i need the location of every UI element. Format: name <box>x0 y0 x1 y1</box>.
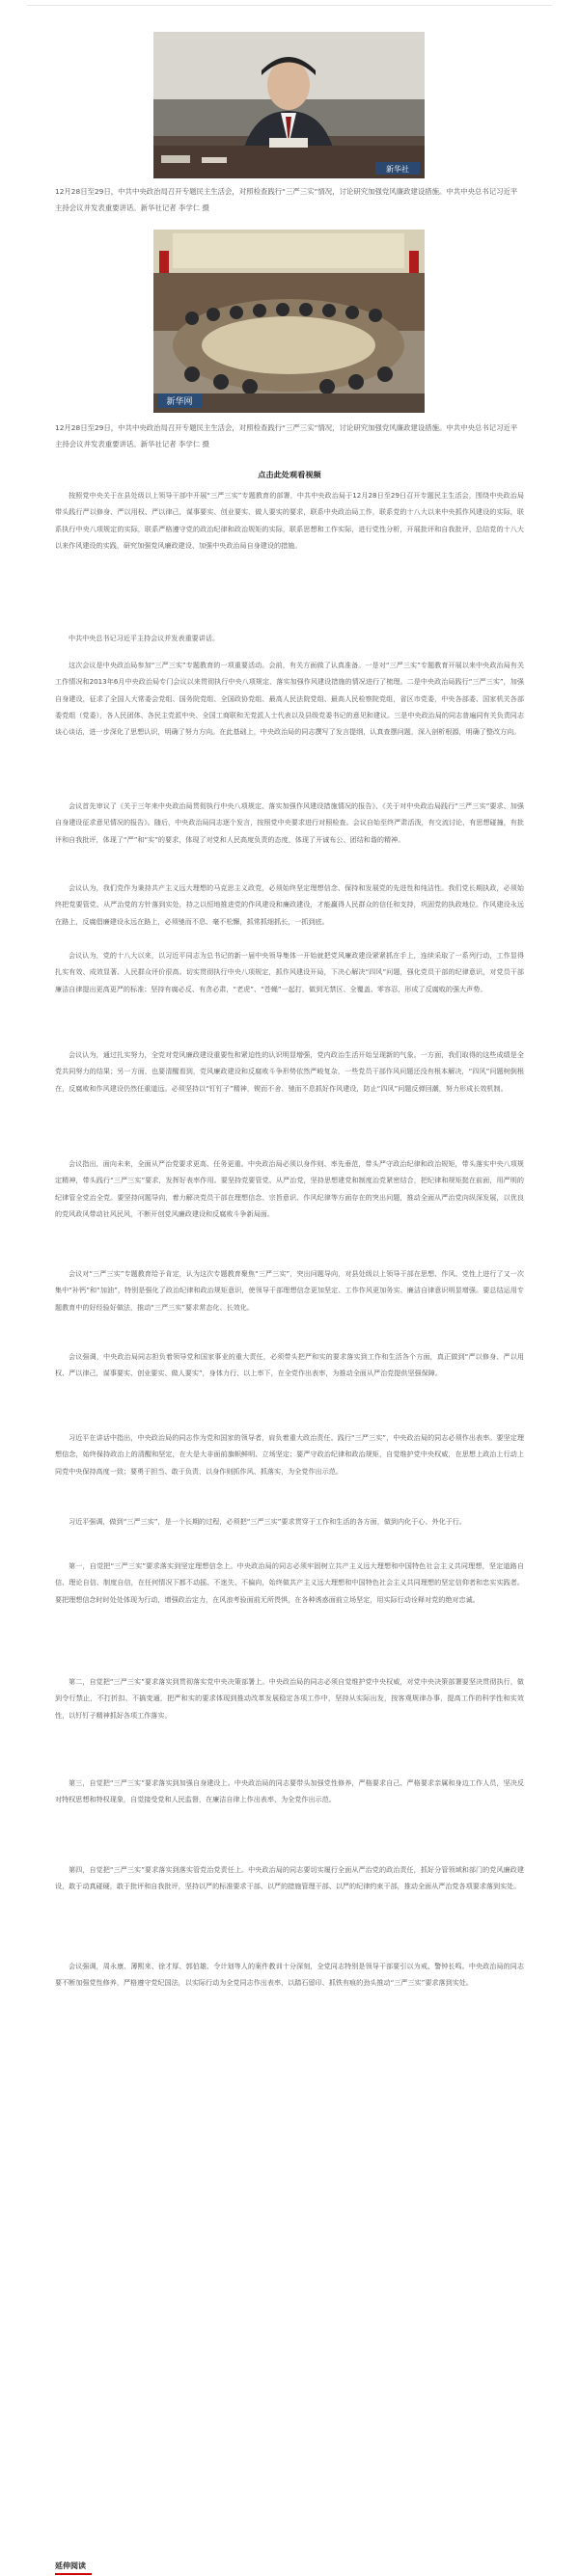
photo-1-watermark <box>375 162 420 175</box>
photo-2-caption: 12月28日至29日，中共中央政治局召开专题民主生活会，对照检查践行“三严三实”情况，讨论研究加强党风廉政建设措施。中共中央总书记习近平主持会议并发表重要讲话。新华社记者 李学仁 摄 <box>55 423 518 448</box>
photo-2-image <box>153 230 425 413</box>
photo-2-watermark <box>157 393 202 408</box>
paragraph-13: 第一，自觉把“三严三实”要求落实到坚定理想信念上。中央政治局的同志必须牢固树立共产主义远大理想和中国特色社会主义共同理想，坚定道路自信、理论自信、制度自信，在任何情况下都不动摇、不迷失、不偏向，始终做共产主义远大理想和中国特色社会主义共同理想的坚定信仰者和忠实实践者。要把理想信念时时处处体现为行动，增强政治定力，在风浪考验面前无所畏惧，在各种诱惑面前立场坚定，用实际行动诠释对党的绝对忠诚。 <box>55 1561 524 1604</box>
article-photo-1 <box>153 32 425 178</box>
paragraph-3: 这次会议是中央政治局参加“三严三实”专题教育的一项重要活动。会前，有关方面做了认真准备。一是对“三严三实”专题教育开展以来中央政治局有关工作情况和2013年6月中央政治局专门会议以来贯彻执行中央八项规定、落实加强作风建设措施的情况进行了梳理。二是中央政治局践行“三严三实”，加强自身建设，征求了全国人大常委会党组、国务院党组、全国政协党组、最高人民法院党组、最高人民检察院党组，省区市党委，中央各部委、国家机关各部委党组（党委），各人民团体、各民主党派中央、全国工商联和无党派人士代表以及县级党委书记的意见和建议。三是中央政治局的同志普遍同有关负责同志谈心谈话，进一步深化了思想认识，明确了努力方向。在此基础上，中央政治局的同志撰写了发言提纲，认真查摆问题，深入剖析根源，明确了整改方向。 <box>55 661 524 737</box>
paragraph-9: 会议对“三严三实”专题教育给予肯定，认为这次专题教育聚焦“三严三实”，突出问题导向，对县处级以上领导干部在思想、作风、党性上进行了又一次集中“补钙”和“加油”，特别是强化了政治纪律和政治规矩意识，使领导干部理想信念更加坚定、工作作风更加务实、廉洁自律意识明显增强。要总结运用专题教育中的好经验好做法，推动“三严三实”要求常态化、长效化。 <box>55 1269 524 1312</box>
article-photo-2 <box>153 230 425 413</box>
paragraph-14: 第二，自觉把“三严三实”要求落实到贯彻落实党中央决策部署上。中央政治局的同志必须自觉维护党中央权威，对党中央决策部署要坚决贯彻执行，做到令行禁止，不打折扣、不搞变通，把严和实的要求体现到推动改革发展稳定各项工作中，坚持从实际出发，按客观规律办事，提高工作的科学性和实效性，以钉钉子精神抓好各项工作落实。 <box>55 1677 524 1720</box>
video-link-title[interactable]: 点击此处观看视频 <box>258 470 321 479</box>
paragraph-16: 第四，自觉把“三严三实”要求落实到落实管党治党责任上。中央政治局的同志要切实履行全面从严治党的政治责任，抓好分管领域和部门的党风廉政建设，敢于动真碰硬，敢于批评和自我批评，坚持以严的标准要求干部、以严的措施管理干部、以严的纪律约束干部，推动全面从严治党各项要求落到实处。 <box>55 1865 524 1891</box>
paragraph-17: 会议强调，周永康、薄熙来、徐才厚、郭伯雄、令计划等人的案件教训十分深刻，全党同志特别是领导干部要引以为戒、警钟长鸣。中央政治局的同志要不断加强党性修养，严格遵守党纪国法，以实际行动为全党同志作出表率，以踏石留印、抓铁有痕的劲头推动“三严三实”要求落到实处。 <box>55 1962 524 1988</box>
paragraph-6: 会议认为，党的十八大以来，以习近平同志为总书记的新一届中央领导集体一开始就把党风廉政建设紧紧抓在手上，连续采取了一系列行动，工作显得扎实有效、成效显著、人民群众评价很高。切实贯彻执行中央八项规定，抓作风建设开局，下决心解决“四风”问题，强化党员干部的纪律意识，对党员干部廉洁自律提出更高更严的标准；坚持有腐必反、有贪必肃，“老虎”、“苍蝇”一起打，做到无禁区、全覆盖、零容忍，形成了反腐败的强大声势。 <box>55 951 524 993</box>
paragraph-15: 第三，自觉把“三严三实”要求落实到加强自身建设上。中央政治局的同志要带头加强党性修养，严格要求自己、严格要求亲属和身边工作人员，坚决反对特权思想和特权现象，自觉接受党和人民监督，在廉洁自律上作出表率，为全党作出示范。 <box>55 1778 524 1804</box>
photo-1-caption: 12月28日至29日，中共中央政治局召开专题民主生活会，对照检查践行“三严三实”情况，讨论研究加强党风廉政建设措施。中共中央总书记习近平主持会议并发表重要讲话。新华社记者 李学仁 摄 <box>55 187 518 212</box>
paragraph-5: 会议认为，我们党作为秉持共产主义远大理想的马克思主义政党，必须始终坚定理想信念、保持和发展党的先进性和纯洁性。我们党长期执政，必须始终把党要管党、从严治党的方针落到实处，持之以恒地推进党的作风建设和廉政建设，才能赢得人民群众的信任和支持，巩固党的执政地位。作风建设永远在路上，反腐倡廉建设永远在路上，必须驰而不息、毫不松懈，抓常抓细抓长，一抓到底。 <box>55 883 524 926</box>
paragraph-1: 按照党中央关于在县处级以上领导干部中开展“三严三实”专题教育的部署，中共中央政治局于12月28日至29日召开专题民主生活会，围绕中央政治局带头践行严以修身、严以用权、严以律己，谋事要实、创业要实、做人要实的要求，联系中央政治局工作，联系党的十八大以来中央抓作风建设的实际，联系执行中央八项规定的实际，联系严格遵守党的政治纪律和政治规矩的实际，联系思想和工作实际，进行党性分析，开展批评和自我批评，总结党的十八大以来作风建设的实践，研究加强党风廉政建设、加强中央政治局自身建设的措施。 <box>55 491 524 550</box>
paragraph-7: 会议认为，通过扎实努力，全党对党风廉政建设重要性和紧迫性的认识明显增强，党内政治生活开始呈现新的气象。一方面，我们取得的这些成绩是全党共同努力的结果；另一方面，也要清醒看到，党风廉政建设和反腐败斗争形势依然严峻复杂，一些党员干部作风问题还没有根本解决，“四风”问题树倒根在，反腐败和作风建设仍然任重道远。必须坚持以“钉钉子”精神，锲而不舍、驰而不息抓好作风建设，防止“四风”问题反弹回潮，努力形成长效机制。 <box>55 1050 524 1093</box>
svg-text:新华网: 新华网 <box>166 397 193 407</box>
top-divider <box>27 5 552 6</box>
paragraph-2: 中共中央总书记习近平主持会议并发表重要讲话。 <box>69 634 220 642</box>
photo-1-image <box>153 32 425 178</box>
paragraph-4: 会议首先审议了《关于三年来中央政治局贯彻执行中央八项规定、落实加强作风建设措施情况的报告》、《关于对中央政治局践行“三严三实”要求、加强自身建设征求意见情况的报告》。随后，中央政治局同志逐个发言，按照党中央要求进行对照检查。会议自始至终严肃活泼，有交流讨论，有思想碰撞，有批评和自我批评，体现了“严”和“实”的要求，体现了对党和人民高度负责的态度，体现了开诚布公、团结和谐的精神。 <box>55 801 524 844</box>
svg-text:新华社: 新华社 <box>386 165 409 174</box>
paragraph-8: 会议指出，面向未来，全面从严治党要求更高、任务更重。中央政治局必须以身作则、率先垂范，带头严守政治纪律和政治规矩，带头落实中央八项规定精神，带头践行“三严三实”要求，发挥好表率作用。要坚持党要管党、从严治党，坚持思想建党和制度治党紧密结合，把纪律和规矩挺在前面，用严明的纪律管全党治全党。要坚持问题导向，着力解决党员干部在理想信念、宗旨意识、作风纪律等方面存在的突出问题，推动全面从严治党向纵深发展，以优良的党风政风带动社风民风，不断开创党风廉政建设和反腐败斗争新局面。 <box>55 1159 524 1218</box>
paragraph-12: 习近平强调，做到“三严三实”，是一个长期的过程，必须把“三严三实”要求贯穿于工作和生活的各方面，做到内化于心、外化于行。 <box>69 1517 466 1526</box>
paragraph-10: 会议强调，中央政治局同志担负着领导党和国家事业的重大责任，必须带头把严和实的要求落实到工作和生活各个方面，真正做到“严以修身、严以用权、严以律己，谋事要实、创业要实、做人要实”，身体力行、以上率下，在全党作出表率，为推动全面从严治党提供坚强保障。 <box>55 1352 524 1378</box>
related-reading-header: 延伸阅读 <box>55 2561 113 2571</box>
paragraph-11: 习近平在讲话中指出，中央政治局的同志作为党和国家的领导者，肩负着重大政治责任。践行“三严三实”，中央政治局的同志必须作出表率。要坚定理想信念，始终保持政治上的清醒和坚定，在大是大非面前旗帜鲜明、立场坚定；要严守政治纪律和政治规矩，自觉维护党中央权威，在思想上政治上行动上同党中央保持高度一致；要勇于担当、敢于负责，以身作则抓作风、抓落实，为全党作出示范。 <box>55 1433 524 1476</box>
